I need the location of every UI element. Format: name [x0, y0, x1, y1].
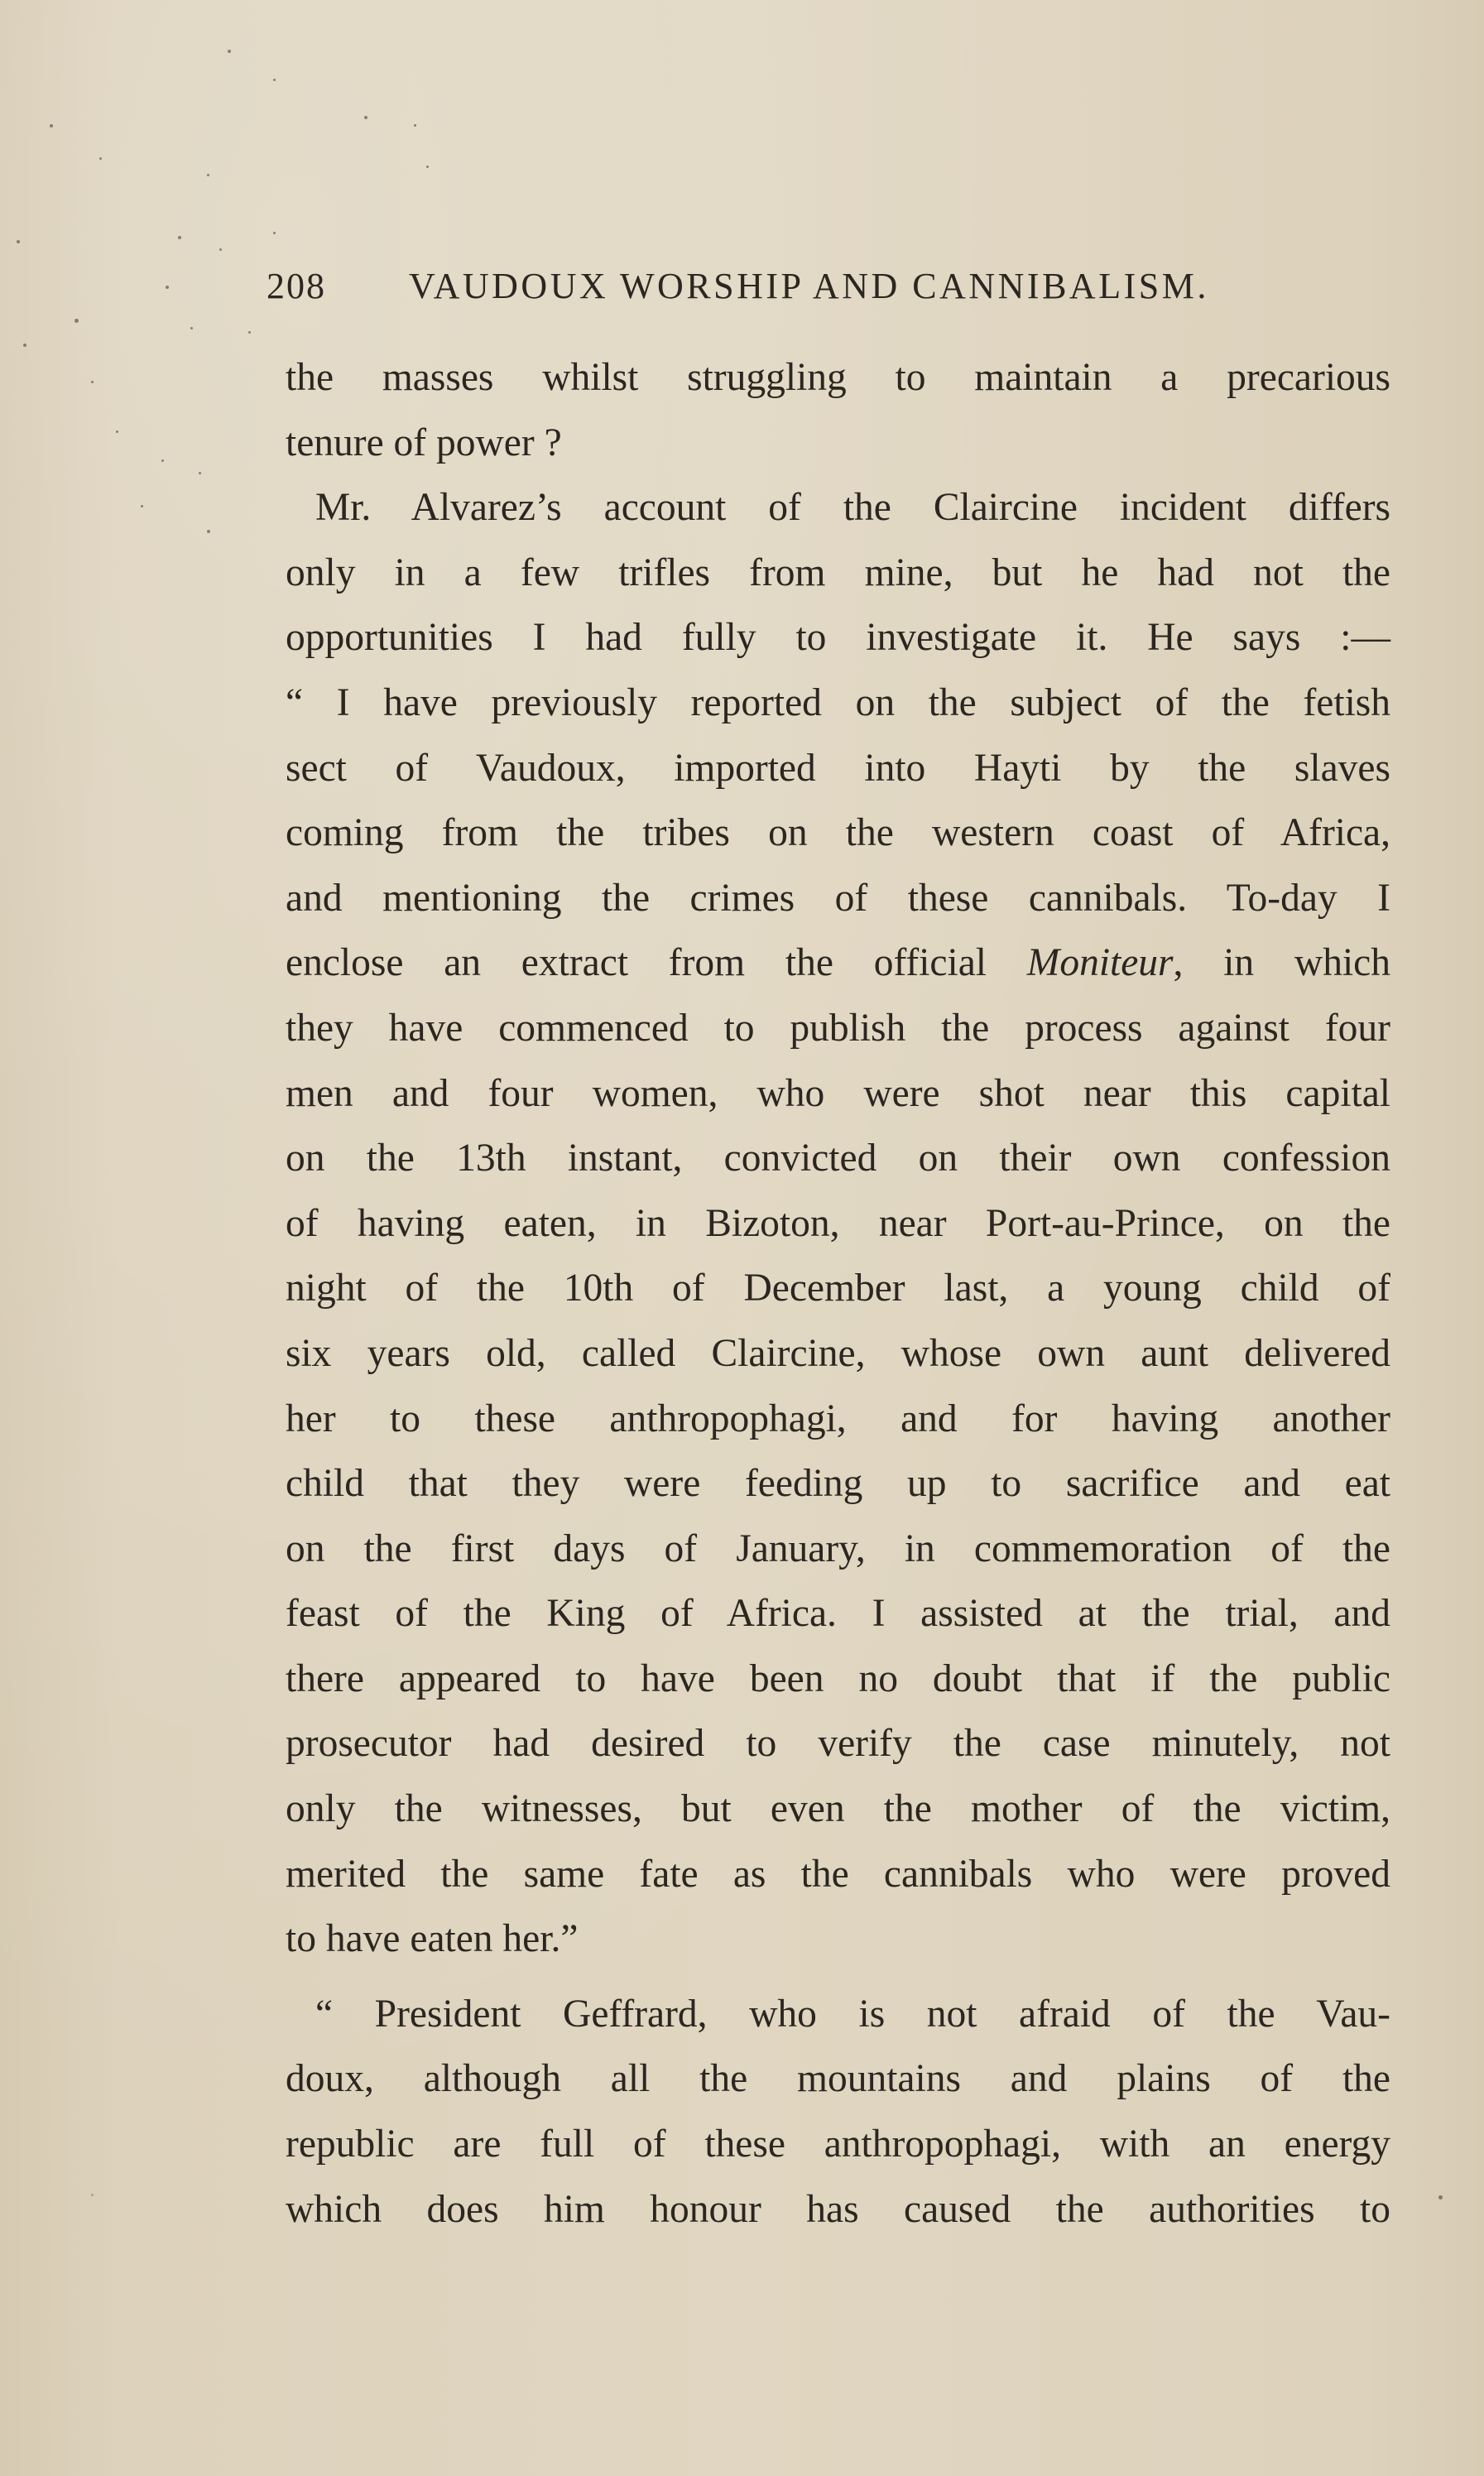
running-title: VAUDOUX WORSHIP AND CANNIBALISM. — [409, 266, 1209, 306]
text-line: only in a few trifles from mine, but he had not the — [286, 550, 1390, 594]
text-line: doux, although all the mountains and plains of the — [286, 2057, 1390, 2101]
text-line: which does him honour has caused the authorities to — [286, 2187, 1390, 2231]
line-segment: , in which — [1173, 941, 1390, 985]
scan-speckle — [166, 286, 169, 289]
text-line: “ I have previously reported on the subject of the fetish — [286, 680, 1390, 724]
text-line: coming from the tribes on the western coast of Africa, — [286, 811, 1390, 855]
scan-speckle — [1438, 2195, 1443, 2200]
text-line: “ President Geffrard, who is not afraid of the Vau- — [315, 1992, 1390, 2036]
text-line: night of the 10th of December last, a young child of — [286, 1267, 1390, 1310]
scan-speckle — [426, 166, 429, 168]
scan-speckle — [207, 174, 209, 176]
text-line: on the 13th instant, convicted on their own confession — [286, 1137, 1390, 1180]
text-line: tenure of power ? — [286, 421, 562, 464]
scan-speckle — [116, 430, 118, 433]
scan-speckle — [23, 344, 26, 347]
scan-speckle — [99, 157, 102, 160]
scan-speckle — [74, 319, 79, 323]
scan-speckle — [190, 327, 193, 329]
text-line: merited the same fate as the cannibals who were proved — [286, 1852, 1390, 1896]
text-line: feast of the King of Africa. I assisted at the trial, and — [286, 1592, 1390, 1636]
scan-speckle — [414, 124, 416, 127]
text-line: men and four women, who were shot near this capital — [286, 1071, 1390, 1115]
running-head — [267, 265, 1392, 315]
line-segment: enclose an extract from the official — [286, 941, 1027, 985]
scan-speckle — [273, 232, 276, 234]
text-line: there appeared to have been no doubt that if the public — [286, 1656, 1390, 1700]
scan-speckle — [228, 50, 231, 53]
scan-speckle — [91, 2194, 94, 2196]
scan-speckle — [248, 331, 251, 334]
text-line: prosecutor had desired to verify the case minutely, not — [286, 1722, 1390, 1766]
scan-speckle — [17, 240, 20, 243]
scan-speckle — [178, 236, 181, 239]
text-line: and mentioning the crimes of these cannibals. To-day I — [286, 876, 1390, 920]
scan-speckle — [207, 530, 210, 533]
scan-speckle — [91, 381, 94, 383]
scan-speckle — [364, 116, 367, 119]
body-text — [286, 345, 1390, 2242]
scan-speckle — [273, 79, 276, 81]
text-line: child that they were feeding up to sacrifice and eat — [286, 1462, 1390, 1506]
text-line: republic are full of these anthropophagi, with an energy — [286, 2123, 1390, 2166]
text-line: on the first days of January, in commemoration of the — [286, 1526, 1390, 1570]
text-line: sect of Vaudoux, imported into Hayti by the slaves — [286, 746, 1390, 790]
page-number: 208 — [267, 266, 326, 306]
text-line — [286, 930, 1390, 996]
text-line: they have commenced to publish the process against four — [286, 1006, 1390, 1050]
text-line: to have eaten her.” — [286, 1917, 579, 1961]
text-line: the masses whilst struggling to maintain a precarious — [286, 356, 1390, 399]
text-line: her to these anthropophagi, and for having another — [286, 1397, 1390, 1440]
publication-title: Moniteur — [1026, 941, 1174, 985]
scan-speckle — [141, 505, 143, 507]
text-line: opportunities I had fully to investigate it. He says :— — [286, 616, 1390, 660]
text-line: six years old, called Claircine, whose own aunt delivered — [286, 1331, 1390, 1375]
scan-speckle — [50, 124, 53, 127]
text-line: of having eaten, in Bizoton, near Port-au-Prince, on the — [286, 1201, 1390, 1245]
text-line: only the witnesses, but even the mother of the victim, — [286, 1787, 1390, 1831]
scan-speckle — [161, 459, 164, 462]
scan-speckle — [219, 248, 222, 251]
scan-speckle — [199, 472, 201, 474]
text-line: Mr. Alvarez’s account of the Claircine incident differs — [315, 486, 1390, 530]
